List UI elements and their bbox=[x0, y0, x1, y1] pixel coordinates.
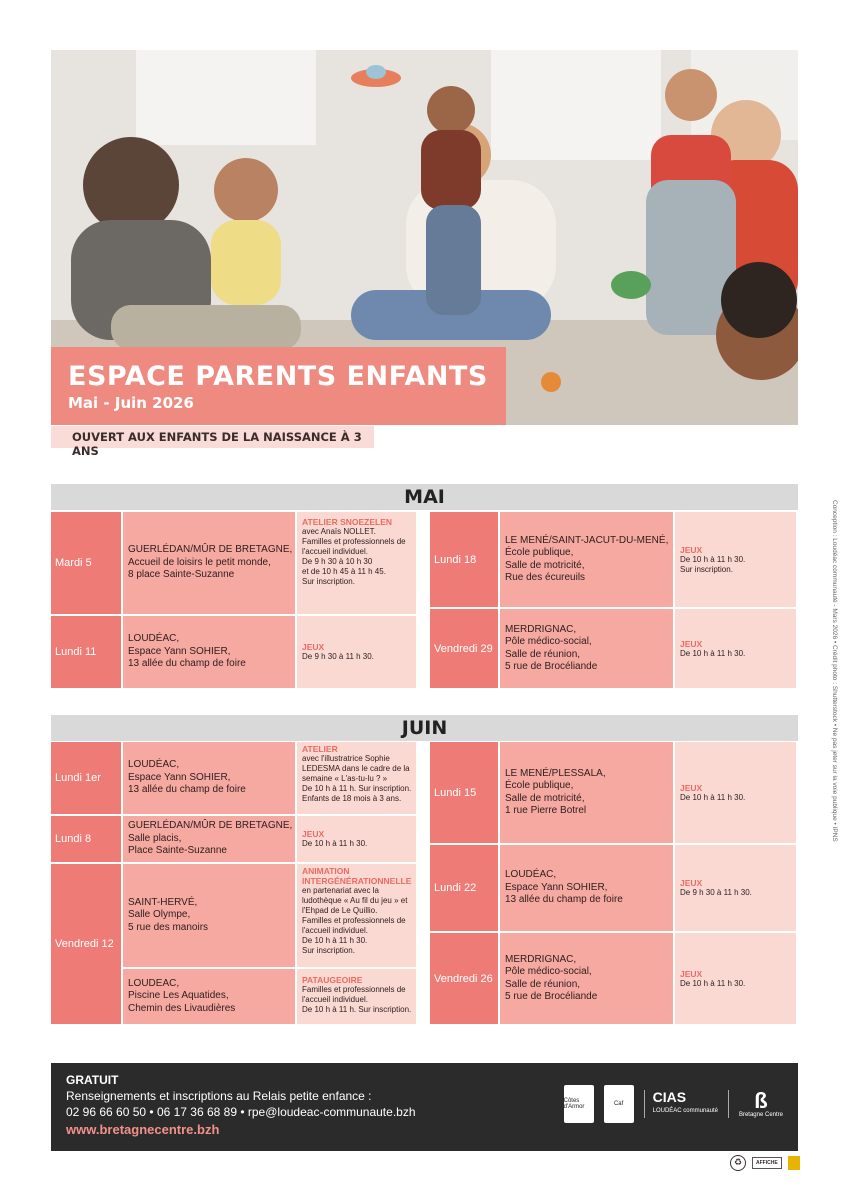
event-place: LOUDÉAC, Espace Yann SOHIER, 13 allée du champ de foire bbox=[123, 742, 297, 814]
event-row bbox=[123, 864, 418, 967]
activity-desc: Familles et professionnels de l'accueil individuel. De 10 h à 11 h. Sur inscription. bbox=[302, 985, 412, 1014]
activity-title: ANIMATION INTERGÉNÉRATIONNELLE bbox=[302, 866, 412, 886]
cias-logo: CIAS LOUDÉAC communauté bbox=[644, 1090, 718, 1118]
event-row bbox=[51, 616, 418, 688]
bretagne-centre-icon: ß bbox=[754, 1088, 768, 1113]
activity-desc: De 9 h 30 à 11 h 30. bbox=[680, 888, 752, 897]
event-activity bbox=[297, 616, 418, 688]
event-row bbox=[430, 933, 798, 1024]
event-activity bbox=[675, 742, 798, 843]
event-row bbox=[51, 742, 418, 814]
activity-desc: avec l'illustratrice Sophie LEDESMA dans le cadre de la semaine « L'as-tu-lu ? » De 10 h à 11 h. Sur inscription. Enfants de 18 mois à 3 ans. bbox=[302, 754, 412, 803]
contact-text[interactable]: 02 96 66 60 50 • 06 17 36 68 89 • rpe@loudeac-communaute.bzh bbox=[66, 1105, 416, 1119]
event-day: Lundi 18 bbox=[430, 512, 500, 607]
activity-title: ATELIER SNOEZELEN bbox=[302, 517, 393, 527]
activity-title: ATELIER bbox=[302, 744, 338, 754]
event-day: Vendredi 29 bbox=[430, 609, 500, 688]
event-place: LE MENÉ/SAINT-JACUT-DU-MENÉ, École publique, Salle de motricité, Rue des écureuils bbox=[500, 512, 675, 607]
age-banner: OUVERT AUX ENFANTS DE LA NAISSANCE À 3 ANS bbox=[51, 426, 374, 448]
event-place: MERDRIGNAC, Pôle médico-social, Salle de réunion, 5 rue de Brocéliande bbox=[500, 609, 675, 688]
event-place: SAINT-HERVÉ, Salle Olympe, 5 rue des manoirs bbox=[123, 864, 297, 967]
activity-desc: De 9 h 30 à 11 h 30. bbox=[302, 652, 374, 661]
partner-logos bbox=[564, 1085, 783, 1123]
event-place: GUERLÉDAN/MÛR DE BRETAGNE, Accueil de loisirs le petit monde, 8 place Sainte-Suzanne bbox=[123, 512, 297, 614]
event-activity bbox=[297, 816, 418, 862]
page-subtitle: Mai - Juin 2026 bbox=[68, 394, 194, 412]
event-day: Lundi 15 bbox=[430, 742, 500, 843]
credit-text: Conception : Loudéac communauté - Mars 2026 • Crédit photo : Shutterstock • Ne pas jeter sur la voie publique • IPNS bbox=[831, 500, 838, 842]
event-place: GUERLÉDAN/MÛR DE BRETAGNE, Salle placis, Place Sainte-Suzanne bbox=[123, 816, 297, 862]
activity-title: JEUX bbox=[680, 638, 703, 649]
event-activity bbox=[297, 969, 418, 1024]
activity-title: JEUX bbox=[680, 782, 703, 793]
page-title: ESPACE PARENTS ENFANTS bbox=[68, 361, 488, 392]
event-activity bbox=[297, 864, 418, 967]
activity-title: JEUX bbox=[302, 829, 325, 839]
title-band bbox=[51, 347, 506, 425]
event-row bbox=[430, 609, 798, 688]
event-activity bbox=[675, 609, 798, 688]
event-row bbox=[123, 969, 418, 1024]
event-day: Vendredi 26 bbox=[430, 933, 500, 1024]
event-day: Lundi 8 bbox=[51, 816, 123, 862]
activity-desc: De 10 h à 11 h 30. bbox=[680, 648, 746, 658]
cotes-darmor-logo: Côtes d'Armor bbox=[564, 1085, 594, 1123]
activity-title: JEUX bbox=[680, 968, 703, 979]
website-link[interactable]: www.bretagnecentre.bzh bbox=[66, 1122, 220, 1137]
event-row bbox=[430, 512, 798, 607]
activity-title: JEUX bbox=[680, 878, 703, 888]
activity-title: JEUX bbox=[680, 544, 703, 555]
event-place: LOUDÉAC, Espace Yann SOHIER, 13 allée du champ de foire bbox=[500, 845, 675, 931]
month-header-mai: MAI bbox=[51, 484, 798, 510]
event-row bbox=[430, 845, 798, 931]
info-text: Renseignements et inscriptions au Relais petite enfance : bbox=[66, 1089, 372, 1103]
footer bbox=[51, 1063, 798, 1151]
month-header-juin: JUIN bbox=[51, 715, 798, 741]
event-row bbox=[51, 816, 418, 862]
event-place: LE MENÉ/PLESSALA, École publique, Salle de motricité, 1 rue Pierre Botrel bbox=[500, 742, 675, 843]
caf-logo: Caf bbox=[604, 1085, 634, 1123]
event-day: Mardi 5 bbox=[51, 512, 123, 614]
event-activity bbox=[297, 742, 418, 814]
print-badges bbox=[730, 1155, 800, 1171]
event-place: LOUDEAC, Piscine Les Aquatides, Chemin des Livaudières bbox=[123, 969, 297, 1024]
activity-desc: De 10 h à 11 h 30. bbox=[680, 792, 746, 802]
bretagne-centre-logo: ß Bretagne Centre bbox=[728, 1090, 783, 1118]
affiche-badge: AFFICHE bbox=[752, 1157, 782, 1169]
event-row bbox=[430, 742, 798, 843]
event-day: Vendredi 12 bbox=[51, 864, 123, 1024]
recycle-icon: ♻ bbox=[730, 1155, 746, 1171]
event-activity bbox=[297, 512, 418, 614]
event-day: Lundi 11 bbox=[51, 616, 123, 688]
activity-desc: avec Anaïs NOLLET. Familles et professionnels de l'accueil individuel. De 9 h 30 à 10 h 30 et de 10 h 45 à 11 h 45. Sur inscription. bbox=[302, 527, 406, 586]
activity-desc: De 10 h à 11 h 30. bbox=[680, 978, 746, 988]
activity-desc: De 10 h à 11 h 30. bbox=[302, 839, 368, 848]
activity-title: PATAUGEOIRE bbox=[302, 975, 363, 985]
activity-title: JEUX bbox=[302, 642, 325, 652]
activity-desc: en partenariat avec la ludothèque « Au fil du jeu » et l'Ehpad de Le Quillio. Familles et professionnels de l'accueil individuel. De 10 h à 11 h 30. Sur inscription. bbox=[302, 886, 408, 955]
bin-icon bbox=[788, 1156, 800, 1170]
event-activity bbox=[675, 512, 798, 607]
event-day: Lundi 22 bbox=[430, 845, 500, 931]
free-label: GRATUIT bbox=[66, 1073, 119, 1087]
event-day: Lundi 1er bbox=[51, 742, 123, 814]
event-row bbox=[51, 512, 418, 614]
event-place: MERDRIGNAC, Pôle médico-social, Salle de réunion, 5 rue de Brocéliande bbox=[500, 933, 675, 1024]
event-place: LOUDÉAC, Espace Yann SOHIER, 13 allée du champ de foire bbox=[123, 616, 297, 688]
activity-desc: De 10 h à 11 h 30. Sur inscription. bbox=[680, 554, 746, 574]
event-activity bbox=[675, 845, 798, 931]
event-activity bbox=[675, 933, 798, 1024]
